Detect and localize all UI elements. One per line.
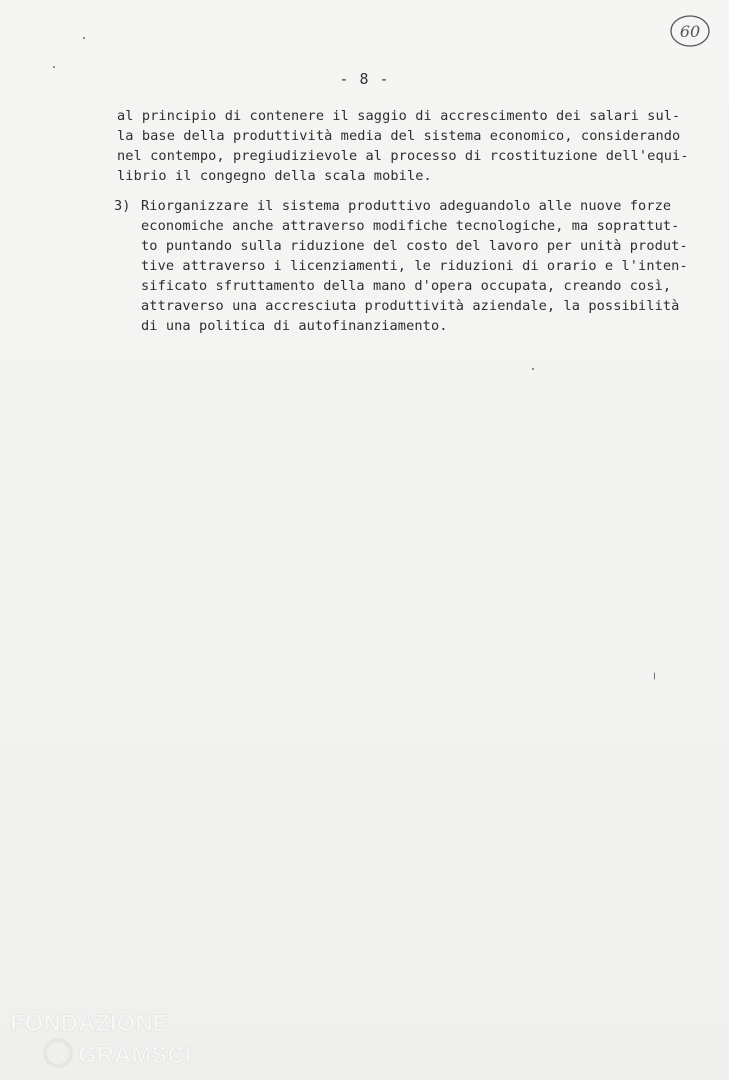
text-line: sificato sfruttamento della mano d'opera occupata, creando così,: [141, 278, 672, 294]
archive-stamp: [668, 12, 712, 50]
scan-speck: [654, 672, 655, 680]
watermark-line-2: GRAMSCI: [78, 1042, 192, 1069]
scan-speck: [532, 368, 534, 370]
watermark-logo: [6, 1005, 196, 1071]
text-line: economiche anche attraverso modifiche tecnologiche, ma soprattut-: [141, 218, 680, 234]
text-line: di una politica di autofinanziamento.: [141, 318, 448, 334]
archive-stamp-number: 60: [679, 22, 701, 41]
text-line: to puntando sulla riduzione del costo del lavoro per unità produt-: [141, 238, 688, 254]
text-line: nel contempo, pregiudizievole al processo di rcostituzione dell'equi-: [117, 148, 689, 164]
scan-speck: [53, 66, 55, 68]
text-line: Riorganizzare il sistema produttivo adeguandolo alle nuove forze: [141, 198, 672, 214]
item-number: 3): [114, 198, 131, 214]
scan-speck: [83, 37, 85, 39]
document-body: [114, 106, 717, 336]
archive-stamp-circle: [668, 12, 712, 50]
text-line: al principio di contenere il saggio di accrescimento dei salari sul-: [117, 108, 681, 124]
text-line: tive attraverso i licenziamenti, le riduzioni di orario e l'inten-: [141, 258, 688, 274]
watermark-line-1: FONDAZIONE: [10, 1010, 169, 1037]
watermark-graphic: [6, 1005, 196, 1071]
numbered-item-3: [114, 196, 717, 336]
page-number: - 8 -: [339, 70, 390, 88]
text-line: librio il congegno della scala mobile.: [117, 168, 432, 184]
text-line: la base della produttività media del sistema economico, considerando: [117, 128, 681, 144]
text-line: attraverso una accresciuta produttività aziendale, la possibilità: [141, 298, 680, 314]
paragraph-continuation: [117, 106, 717, 186]
